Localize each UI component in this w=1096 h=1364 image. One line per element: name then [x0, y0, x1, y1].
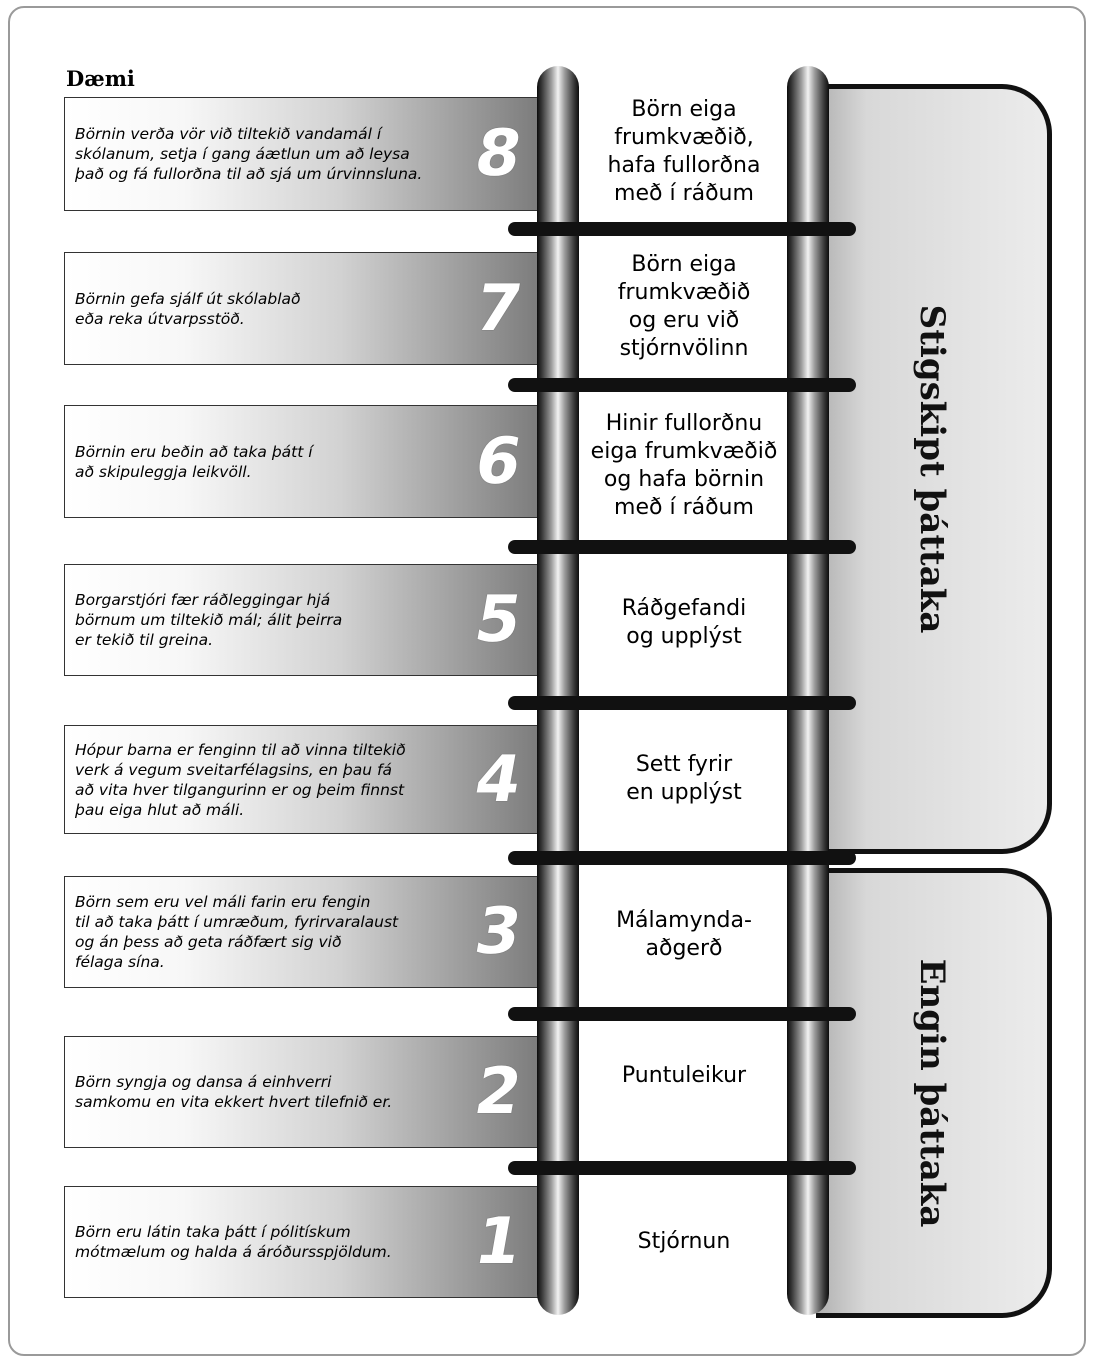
example-text-7: Börnin gefa sjálf út skólablað eða reka útvarpsstöð.	[75, 289, 301, 328]
example-box-2	[64, 1036, 540, 1148]
example-text-8: Börnin verða vör við tiltekið vandamál í skólanum, setja í gang áætlun um að leysa það og fá fullorðna til að sjá um úrvinnsluna.	[75, 125, 423, 183]
rung-number-5: 5	[469, 583, 528, 657]
ladder-rung-bar	[508, 1161, 856, 1175]
example-text-4: Hópur barna er fenginn til að vinna tiltekið verk á vegum sveitarfélagsins, en þau fá að vita hver tilgangurinn er og þeim finnst þau eiga hlut að máli.	[75, 740, 406, 819]
group-stigskipt	[816, 84, 1052, 854]
example-box-1	[64, 1186, 540, 1298]
example-box-7	[64, 252, 540, 365]
group-label-engin: Engin þáttaka	[911, 958, 952, 1228]
example-box-8	[64, 97, 540, 211]
step-label-1: Stjórnun	[637, 1229, 731, 1254]
ladder-rail-left	[537, 66, 579, 1315]
rung-number-2: 2	[469, 1055, 528, 1129]
group-label-stigskipt: Stigskipt þáttaka	[911, 304, 952, 634]
step-label-3: Málamynda- aðgerð	[616, 908, 752, 961]
group-engin	[816, 868, 1052, 1318]
rung-number-3: 3	[469, 895, 528, 969]
example-text-6: Börnin eru beðin að taka þátt í að skipuleggja leikvöll.	[75, 442, 313, 481]
step-label-8: Börn eiga frumkvæðið, hafa fullorðna með í ráðum	[607, 97, 761, 206]
step-label-7: Börn eiga frumkvæðið og eru við stjórnvölinn	[617, 252, 751, 361]
ladder-rung-bar	[508, 1007, 856, 1021]
examples-heading: Dæmi	[66, 66, 135, 91]
ladder-rung-bar	[508, 540, 856, 554]
step-label-4: Sett fyrir en upplýst	[626, 752, 742, 805]
ladder-rail-right	[787, 66, 829, 1315]
example-box-5	[64, 564, 540, 676]
rung-number-1: 1	[469, 1205, 528, 1279]
example-box-6	[64, 405, 540, 518]
step-label-2: Puntuleikur	[621, 1063, 747, 1088]
ladder-rung-bar	[508, 222, 856, 236]
ladder-rung-bar	[508, 851, 856, 865]
rung-number-6: 6	[469, 424, 528, 499]
example-text-2: Börn syngja og dansa á einhverri samkomu en vita ekkert hvert tilefnið er.	[75, 1073, 393, 1111]
ladder-rung-bar	[508, 378, 856, 392]
example-box-4	[64, 725, 540, 834]
step-label-6: Hinir fullorðnu eiga frumkvæðið og hafa börnin með í ráðum	[590, 411, 778, 520]
example-text-3: Börn sem eru vel máli farin eru fengin til að taka þátt í umræðum, fyrirvaralaust og án þess að geta ráðfært sig við félaga sína.	[75, 893, 399, 971]
example-text-1: Börn eru látin taka þátt í pólitískum mótmælum og halda á áróðursspjöldum.	[75, 1223, 392, 1261]
step-label-5: Ráðgefandi og upplýst	[621, 596, 747, 649]
rung-number-7: 7	[469, 271, 528, 346]
rung-number-8: 8	[469, 117, 528, 191]
example-text-5: Borgarstjóri fær ráðleggingar hjá börnum um tiltekið mál; álit þeirra er tekið til greina.	[75, 591, 343, 649]
example-box-3	[64, 876, 540, 988]
ladder-rung-bar	[508, 696, 856, 710]
rung-number-4: 4	[469, 742, 528, 817]
